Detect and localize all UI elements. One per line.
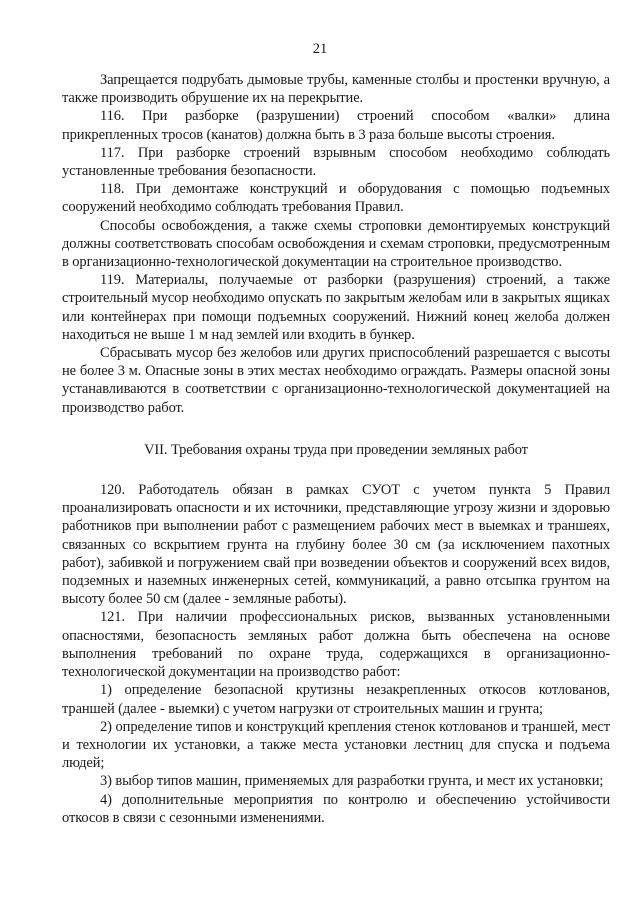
list-item: 2) определение типов и конструкций крепления стенок котлованов и траншей, мест и технологии их установки, а также места установки лестниц для спуска и подъема людей; — [62, 718, 610, 772]
list-item: 3) выбор типов машин, применяемых для разработки грунта, и мест их установки; — [100, 773, 604, 790]
section-title: VII. Требования охраны труда при проведении земляных работ — [144, 441, 528, 458]
paragraph-121: 121. При наличии профессиональных рисков, вызванных установленными опасностями, безопасность земляных работ должна быть обеспечена на основе выполнения требований по охране труда, содержащихся в организационно-технологической документации на производство работ: — [62, 609, 610, 681]
paragraph: Способы освобождения, а также схемы строповки демонтируемых конструкций должны соответствовать способам освобождения и схемам строповки, предусмотренным в организационно-технологической документации на строительное производство. — [62, 217, 610, 271]
paragraph: Сбрасывать мусор без желобов или других приспособлений разрешается с высоты не более 3 м. Опасные зоны в этих местах необходимо ограждать. Размеры опасной зоны устанавливаются в соответствии с организационно-технологической документацией на производство работ. — [62, 345, 610, 416]
page-number: 21 — [312, 41, 328, 57]
paragraph: Запрещается подрубать дымовые трубы, каменные столбы и простенки вручную, а также производить обрушение их на перекрытие. — [62, 72, 610, 107]
paragraph-119: 119. Материалы, получаемые от разборки (разрушения) строений, а также строительный мусор необходимо опускать по закрытым желобам или в закрытых ящиках или контейнерах при помощи подъемных сооружений. Нижний конец желоба должен находиться не выше 1 м над землей или входить в бункер. — [62, 272, 610, 343]
paragraph-118: 118. При демонтаже конструкций и оборудования с помощью подъемных сооружений необходимо соблюдать требования Правил. — [62, 181, 610, 216]
paragraph-116: 116. При разборке (разрушении) строений способом «валки» длина прикрепленных тросов (канатов) должна быть в 3 раза больше высоты строения. — [62, 108, 610, 143]
list-item: 4) дополнительные мероприятия по контролю и обеспечению устойчивости откосов в связи с сезонными изменениями. — [62, 791, 610, 826]
paragraph-117: 117. При разборке строений взрывным способом необходимо соблюдать установленные требования безопасности. — [62, 144, 610, 180]
list-item: 1) определение безопасной крутизны незакрепленных откосов котлованов, траншей (далее - выемки) с учетом нагрузки от строительных машин и грунта; — [62, 682, 610, 717]
paragraph-120: 120. Работодатель обязан в рамках СУОТ с учетом пункта 5 Правил проанализировать опасности и их источники, представляющие угрозу жизни и здоровью работников при выполнении работ с размещением рабочих мест в выемках и траншеях, связанных со вскрытием грунта на глубину более 30 см (за исключением пахотных работ), забивкой и погружением свай при возведении объектов и сооружений всех видов, подземных и наземных инженерных сетей, коммуникаций, а равно отсыпка грунтом на высоту более 50 см (далее - земляные работы). — [62, 482, 610, 608]
document-body — [62, 71, 610, 827]
